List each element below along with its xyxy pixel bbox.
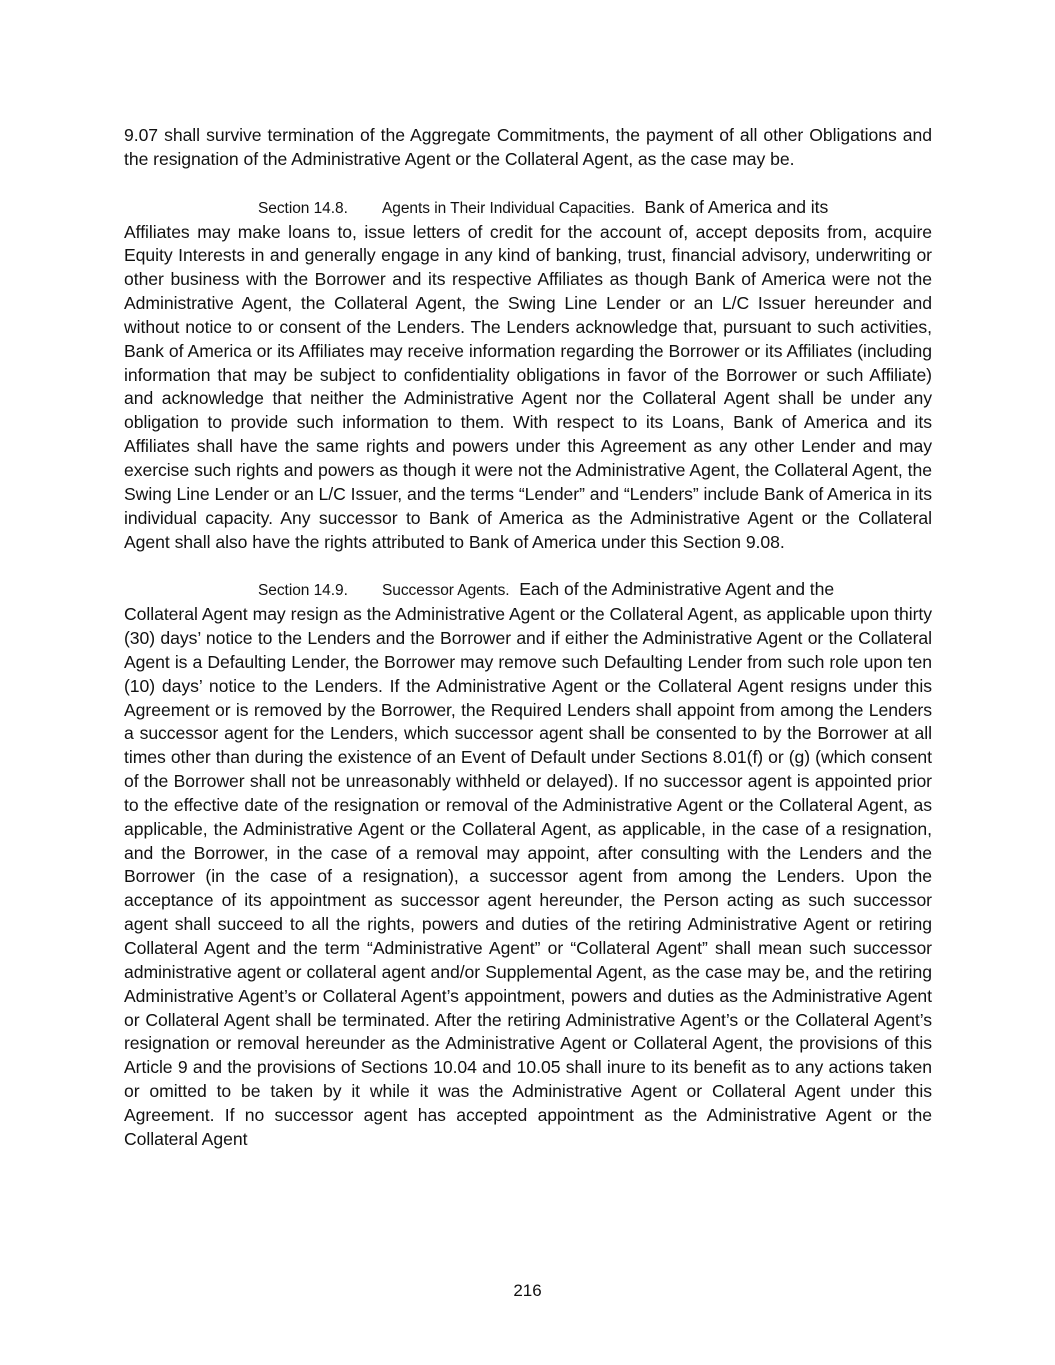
section-14-9 [124,578,932,1151]
section-body: Affiliates may make loans to, issue letters of credit for the account of, accept deposits from, acquire Equity Interests in and generally engage in any kind of banking, trust, financial advisory, underwriting or other business with the Borrower and its respective Affiliates as though Bank of America were not the Administrative Agent, the Collateral Agent, the Swing Line Lender or an L/C Issuer hereunder and without notice to or consent of the Lenders. The Lenders acknowledge that, pursuant to such activities, Bank of America or its Affiliates may receive information regarding the Borrower or its Affiliates (including information that may be subject to confidentiality obligations in favor of the Borrower or such Affiliate) and acknowledge that neither the Administrative Agent nor the Collateral Agent shall be under any obligation to provide such information to them. With respect to its Loans, Bank of America and its Affiliates shall have the same rights and powers under this Agreement as any other Lender and may exercise such rights and powers as though it were not the Administrative Agent, the Collateral Agent, the Swing Line Lender or an L/C Issuer, and the terms “Lender” and “Lenders” include Bank of America in its individual capacity. Any successor to Bank of America as the Administrative Agent or the Collateral Agent shall also have the rights attributed to Bank of America under this Section 9.08. [124,221,932,552]
section-title: Agents in Their Individual Capacities. [382,199,635,217]
section-heading-line [124,196,932,221]
document-page [124,124,932,1152]
carryover-paragraph: 9.07 shall survive termination of the Aggregate Commitments, the payment of all other Obligations and the resignation of the Administrative Agent or the Collateral Agent, as the case may be. [124,125,932,169]
page-number: 216 [513,1281,542,1300]
section-number: Section 14.8. [258,199,348,217]
section-paragraph [124,578,932,1151]
section-heading-line [124,578,932,603]
section-14-8 [124,196,932,555]
section-paragraph [124,196,932,555]
section-first-line-text: Each of the Administrative Agent and the [519,579,835,600]
section-body: Collateral Agent may resign as the Administrative Agent or the Collateral Agent, as applicable upon thirty (30) days’ notice to the Lenders and the Borrower and if either the Administrative Agent or the Collateral Agent is a Defaulting Lender, the Borrower may remove such Defaulting Lender from such role upon ten (10) days’ notice to the Lenders. If the Administrative Agent or the Collateral Agent resigns under this Agreement or is removed by the Borrower, the Required Lenders shall appoint from among the Lenders a successor agent for the Lenders, which successor agent shall be consented to by the Borrower at all times other than during the existence of an Event of Default under Sections 8.01(f) or (g) (which consent of the Borrower shall not be unreasonably withheld or delayed). If no successor agent is appointed prior to the effective date of the resignation or removal of the Administrative Agent or the Collateral Agent, as applicable, the Administrative Agent or the Collateral Agent, as applicable, in the case of a resignation, and the Borrower, in the case of a removal may appoint, after consulting with the Lenders and the Borrower (in the case of a resignation), a successor agent from among the Lenders. Upon the acceptance of its appointment as successor agent hereunder, the Person acting as such successor agent shall succeed to all the rights, powers and duties of the retiring Administrative Agent or retiring Collateral Agent and the term “Administrative Agent” or “Collateral Agent” shall mean such successor administrative agent or collateral agent and/or Supplemental Agent, as the case may be, and the retiring Administrative Agent’s or Collateral Agent’s appointment, powers and duties as the Administrative Agent or Collateral Agent shall be terminated. After the retiring Administrative Agent’s or the Collateral Agent’s resignation or removal hereunder as the Administrative Agent or Collateral Agent, the provisions of this Article 9 and the provisions of Sections 10.04 and 10.05 shall inure to its benefit as to any actions taken or omitted to be taken by it while it was the Administrative Agent or Collateral Agent under this Agreement. If no successor agent has accepted appointment as the Administrative Agent or the Collateral Agent [124,604,932,1149]
section-number: Section 14.9. [258,582,348,600]
section-first-line-text: Bank of America and its [644,196,829,217]
section-title: Successor Agents. [382,582,510,600]
